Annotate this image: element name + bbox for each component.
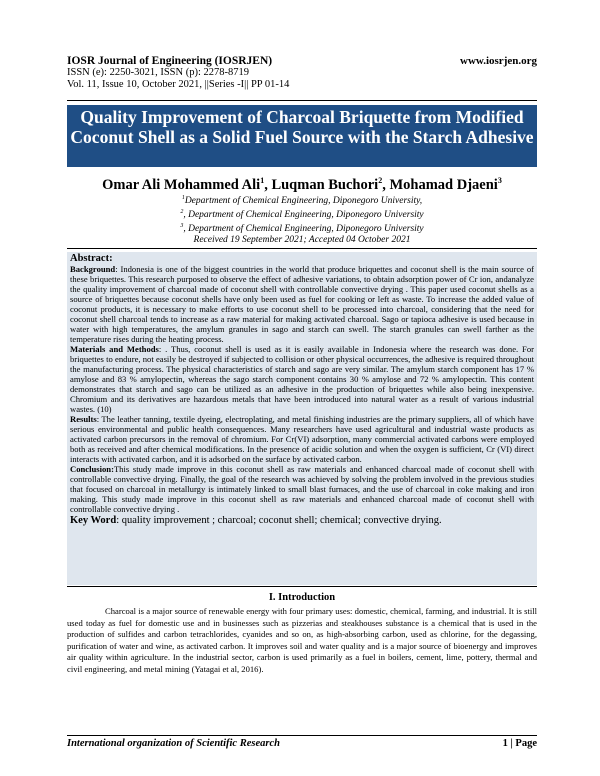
- affiliation-sup: 3: [180, 223, 184, 230]
- affiliation: [67, 221, 537, 235]
- page-number: 1 | Page: [502, 738, 537, 749]
- abstract-box: [67, 252, 537, 585]
- section-heading: I. Introduction: [268, 592, 336, 603]
- author-name: Mohamad Djaeni: [389, 176, 498, 193]
- header-rule: [67, 100, 537, 101]
- footer-rule: [67, 735, 537, 736]
- abstract-top-rule: [67, 248, 537, 249]
- keyword-label: Key Word: [70, 515, 117, 526]
- affiliations: [67, 193, 537, 246]
- background-label: Background: [70, 264, 116, 274]
- author-name: Luqman Buchori: [271, 176, 379, 193]
- author-sup: 2: [378, 176, 383, 185]
- journal-volume: Vol. 11, Issue 10, October 2021, ||Series -I|| PP 01-14: [67, 79, 290, 90]
- paper-title: Quality Improvement of Charcoal Briquette from Modified Coconut Shell as a Solid Fuel Source with the Starch Adhesive: [67, 105, 537, 167]
- results-text: : The leather tanning, textile dyeing, electroplating, and metal finishing industries are the primary suppliers, all of which have serious environmental and public health consequences. Many researchers have used agricultural and industrial waste products as activated carbon precursors in the removal of chromium. For Cr(VI) adsorption, many commercial activated carbons were employed both as received and after chemical modifications. In the presence of acidic solution and when the oxygen is sufficient, Cr (VI) direct interacts with activated carbon, and it is adsorbed on the surface by activated carbon.: [70, 414, 534, 464]
- journal-header: [67, 55, 537, 91]
- author-list: [67, 176, 537, 194]
- author-sep: ,: [264, 176, 272, 193]
- affiliation-text: , Department of Chemical Engineering, Diponegoro University: [183, 224, 424, 235]
- author-name: Omar Ali Mohammed Ali: [102, 176, 261, 193]
- author-sep: ,: [382, 176, 390, 193]
- affiliation-sup: 1: [181, 195, 185, 201]
- abstract-keywords: [70, 515, 534, 527]
- author-sup: 1: [260, 176, 265, 185]
- abstract-heading: Abstract:: [70, 253, 113, 264]
- page-footer: [67, 738, 537, 749]
- affiliation: [67, 207, 537, 221]
- results-label: Results: [70, 414, 97, 424]
- affiliation-sup: 2: [180, 209, 184, 216]
- conclusion-label: Conclusion:: [70, 464, 114, 474]
- journal-url[interactable]: www.iosrjen.org: [460, 55, 537, 67]
- journal-issn: ISSN (e): 2250-3021, ISSN (p): 2278-8719: [67, 67, 249, 78]
- affiliation: [67, 193, 537, 207]
- keyword-text: : quality improvement ; charcoal; coconut shell; chemical; convective drying.: [116, 515, 442, 526]
- journal-name: IOSR Journal of Engineering (IOSRJEN): [67, 55, 273, 67]
- author-sup: 3: [497, 176, 502, 185]
- conclusion-text: This study made improve in this coconut shell as raw materials and enhanced charcoal made of coconut shell with controllable convective drying. Finally, the goal of the research was achieved by solving the problem involved in the previous studies that focused on charcoal in metallurgy is intimately linked to small blast furnaces, and the use of charcoal in coke making and iron making. This study made improve in this coconut shell as raw materials and enhanced charcoal made of coconut shell with controllable convective drying .: [70, 464, 534, 514]
- abstract-methods: [70, 344, 534, 414]
- abstract-conclusion: [70, 464, 534, 514]
- methods-text: : . Thus, coconut shell is used as it is easily available in Indonesia where the research was done. For briquettes to endure, not easily be destroyed if subjected to collision or other physical occurrences, the adhesive is required throughout the manufacturing process. The physical characteristics of starch and sago are very similar. The amylum starch component has 17 % amylose and 83 % amylopectin, whereas the sago starch component contains 30 % amylose and 72 % amylopectin. This content demonstrates that starch and sago can be utilized as an adhesive in the production of briquettes while also being inexpensive. Chromium and its derivatives are hazardous metals that have been introduced into natural water as a result of various industrial wastes. (10): [70, 344, 534, 414]
- introduction-paragraph: [67, 606, 537, 676]
- received-date: Received 19 September 2021; Accepted 04 October 2021: [193, 235, 411, 246]
- background-text: : Indonesia is one of the biggest countries in the world that produce briquettes and coconut shell is the main source of these briquettes. This research purposed to observe the effect of adhesive variations, to obtain adsorption power of Cr ion, andanalyze the quality improvement of charcoal made of coconut shell with controllable convective drying . This paper used coconut shells as a source of briquettes because coconut shells have only been used as fuel for cooking or left as waste. To increase the added value of coconut products, it is necessary to make efforts to use coconut shell to be processed into charcoal, considering that the need for coconut shell charcoal tends to increase as a raw material for making activated charcoal. Sago or tapioca adhesive is used because in water with high temperatures, the amylum granules in sago and starch can swell. The starch granules can swell farther as the temperature rises during the heating process.: [70, 264, 534, 344]
- footer-org: International organization of Scientific Research: [67, 738, 280, 749]
- affiliation-text: Department of Chemical Engineering, Diponegoro University,: [184, 196, 423, 207]
- abstract-results: [70, 414, 534, 464]
- introduction-text: Charcoal is a major source of renewable energy with four primary uses: domestic, chemical, farming, and industrial. It is still used today as fuel for domestic use and in businesses such as pizzerias and steakhouses substance is a chemical that is used in the production of sulfides and carbon tetrachlorides, cyanides and so on, as high-absorbing carbon, used as chlorine, for the degassing, purification of water and wine, as activated carbon. It improves soil and water quality and is a major source of bioenergy and improves air quality within agriculture. In the industrial sector, carbon is used primarily as a fuel in boilers, cement, lime, pottery, thermal and civil engineering, and metal mining (Yatagai et al, 2016).: [67, 606, 537, 674]
- affiliation-text: , Department of Chemical Engineering, Diponegoro University: [183, 210, 424, 221]
- abstract-bottom-rule: [67, 586, 537, 587]
- abstract-background: [70, 264, 534, 344]
- methods-label: Materials and Methods: [70, 344, 159, 354]
